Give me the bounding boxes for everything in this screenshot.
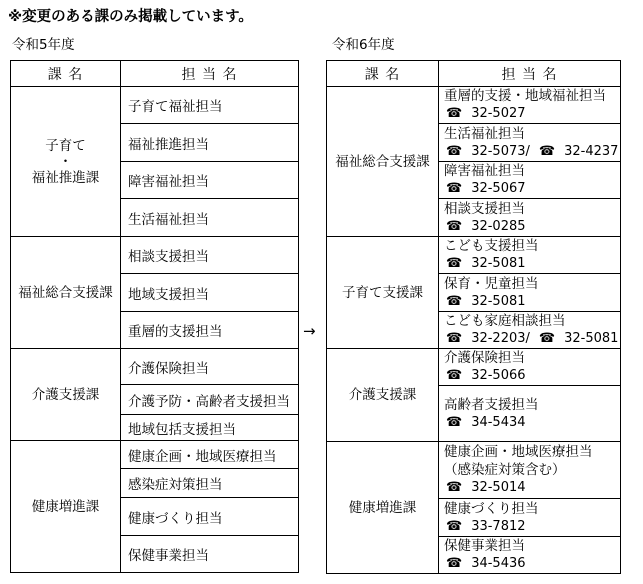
phone-line: [444, 479, 620, 497]
table-row: [11, 349, 299, 385]
section-cell: 福祉総合支援課: [327, 87, 439, 237]
phone-icon: [446, 105, 462, 123]
unit-cell: [439, 386, 621, 442]
phone-number: 32-5027: [471, 106, 526, 121]
phone-number: 32-0285: [471, 218, 526, 234]
phone-number: 32-5066: [471, 368, 526, 383]
unit-cell: 相談支援担当: [121, 237, 299, 274]
unit-name: 保育・児童担当: [444, 275, 539, 292]
unit-cell: 感染症対策担当: [121, 469, 299, 498]
header-staff: 担 当 名: [439, 61, 621, 87]
unit-name: 生活福祉担当: [444, 125, 525, 142]
phone-icon: [539, 330, 555, 348]
section-name-line: 福祉推進課: [31, 169, 100, 186]
unit-cell: [439, 124, 621, 162]
notice-text: ※変更のある課のみ掲載しています。: [8, 9, 253, 25]
phone-line: [444, 518, 620, 536]
unit-cell: [439, 87, 621, 124]
phone-number: 32-5014: [471, 480, 526, 495]
phone-number: 32-4237: [564, 143, 619, 159]
unit-name: 障害福祉担当: [444, 163, 525, 179]
section-cell: [11, 237, 121, 349]
year-label-fy2024: 令和6年度: [332, 37, 395, 53]
unit-name: 健康企画・地域医療担当: [444, 444, 593, 460]
section-cell: [11, 441, 121, 573]
arrow-right-icon: →: [303, 322, 316, 340]
table-header-row: [327, 61, 621, 87]
section-name-line: 子育て: [45, 137, 86, 154]
section-cell: 子育て支援課: [327, 237, 439, 349]
unit-cell: 地域支援担当: [121, 274, 299, 312]
unit-cell: 健康企画・地域医療担当: [121, 441, 299, 469]
header-section: 課 名: [327, 61, 439, 87]
table-row: [11, 87, 299, 124]
unit-cell: [439, 499, 621, 537]
unit-cell: [439, 537, 621, 574]
phone-line: [444, 218, 620, 236]
unit-cell: 福祉推進担当: [121, 124, 299, 162]
unit-cell: [439, 274, 621, 312]
phone-number: 32-2203/: [471, 331, 530, 346]
year-label-fy2023: 令和5年度: [12, 37, 75, 53]
section-cell: [11, 349, 121, 441]
phone-line: [444, 367, 620, 385]
unit-cell: [439, 237, 621, 274]
unit-cell: 介護予防・高齢者支援担当: [121, 385, 299, 415]
unit-cell: 重層的支援担当: [121, 312, 299, 349]
unit-name: 介護保険担当: [444, 350, 525, 366]
section-name-line: 健康増進課: [31, 498, 100, 515]
phone-number: 32-5073/: [471, 143, 530, 159]
unit-name: 重層的支援・地域福祉担当: [444, 88, 606, 104]
unit-cell: 障害福祉担当: [121, 162, 299, 199]
phone-line: [444, 255, 620, 273]
unit-cell: [439, 349, 621, 386]
phone-number: 33-7812: [471, 518, 526, 534]
phone-number: 32-5081: [471, 293, 526, 309]
table-fy2024: [326, 60, 621, 574]
unit-cell: 子育て福祉担当: [121, 87, 299, 124]
phone-line: [444, 330, 620, 348]
phone-icon: [446, 218, 462, 236]
phone-icon: [446, 255, 462, 273]
unit-name: 高齢者支援担当: [444, 396, 539, 413]
phone-icon: [446, 180, 462, 198]
table-row: [327, 87, 621, 124]
phone-icon: [446, 330, 462, 348]
phone-line: [444, 180, 620, 198]
section-name-line: 介護支援課: [31, 386, 100, 403]
phone-icon: [446, 479, 462, 497]
unit-cell: 健康づくり担当: [121, 498, 299, 536]
table-row: [327, 237, 621, 274]
table-row: [11, 237, 299, 274]
unit-cell: [439, 162, 621, 199]
table-row: [11, 441, 299, 469]
section-cell: 介護支援課: [327, 349, 439, 442]
table-row: [327, 442, 621, 499]
header-section: 課 名: [11, 61, 121, 87]
section-cell: 健康増進課: [327, 442, 439, 574]
section-cell: [11, 87, 121, 237]
phone-line: [444, 414, 620, 432]
unit-cell: [439, 442, 621, 499]
unit-cell: [439, 312, 621, 349]
table-header-row: [11, 61, 299, 87]
phone-icon: [446, 293, 462, 311]
phone-number: 34-5434: [471, 414, 526, 430]
phone-line: [444, 143, 620, 161]
section-name-line: ・: [58, 153, 73, 170]
unit-cell: 地域包括支援担当: [121, 415, 299, 441]
phone-icon: [446, 555, 462, 573]
phone-number: 34-5436: [471, 556, 526, 571]
phone-icon: [539, 143, 555, 161]
header-staff: 担 当 名: [121, 61, 299, 87]
phone-number: 32-5067: [471, 181, 526, 196]
unit-cell: 保健事業担当: [121, 536, 299, 573]
unit-cell: 生活福祉担当: [121, 199, 299, 237]
unit-cell: [439, 199, 621, 237]
phone-number: 32-5081: [471, 256, 526, 271]
phone-icon: [446, 414, 462, 432]
unit-name: こども家庭相談担当: [444, 313, 566, 329]
unit-name: 相談支援担当: [444, 200, 525, 217]
section-name-line: 福祉総合支援課: [18, 284, 113, 301]
unit-name: こども支援担当: [444, 238, 539, 254]
phone-icon: [446, 518, 462, 536]
phone-line: [444, 105, 620, 123]
unit-name: 保健事業担当: [444, 538, 525, 554]
phone-line: [444, 293, 620, 311]
phone-line: [444, 555, 620, 573]
phone-icon: [446, 367, 462, 385]
phone-number: 32-5081: [564, 331, 619, 346]
table-row: [327, 349, 621, 386]
table-fy2023: [10, 60, 299, 573]
unit-cell: 介護保険担当: [121, 349, 299, 385]
unit-name: 健康づくり担当: [444, 500, 539, 517]
phone-icon: [446, 143, 462, 161]
unit-name-note: （感染症対策含む）: [444, 462, 566, 478]
